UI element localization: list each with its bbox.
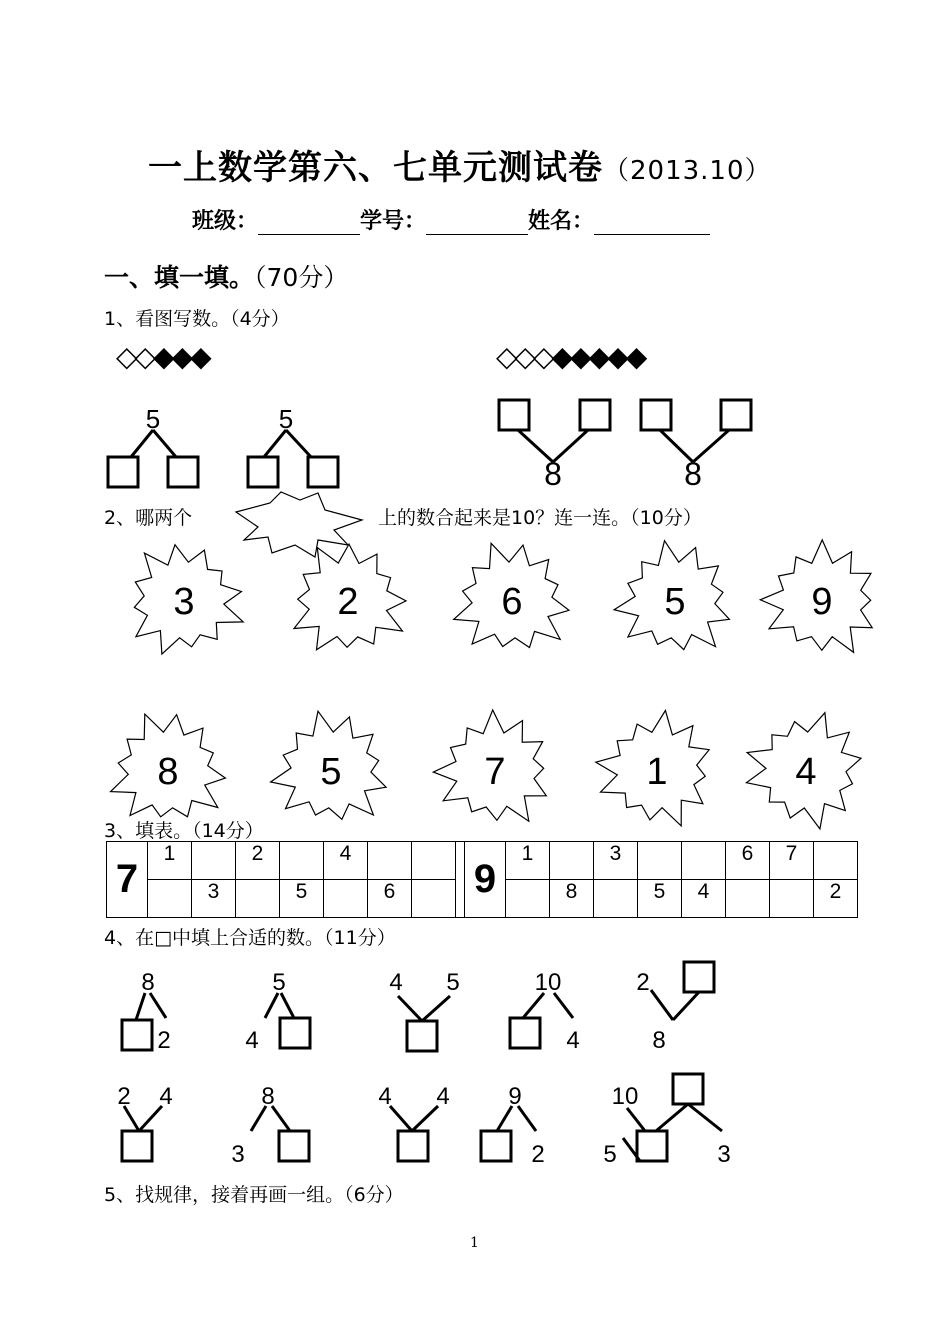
section1-points: （70分） (254, 263, 349, 292)
q4-r1-1-top: 8 (141, 969, 155, 996)
answer-box[interactable] (122, 1131, 152, 1161)
q3-fill-table (106, 841, 858, 918)
cell[interactable]: 5 (638, 880, 682, 918)
q2-inline-star-icon (236, 492, 362, 557)
q2-stars-bottom (111, 710, 861, 829)
q4-r2-2-left: 3 (231, 1141, 245, 1168)
q4-label: 4、在□中填上合适的数。（11分） (104, 927, 396, 949)
q3-label: 3、填表。（14分） (104, 820, 264, 842)
star-number: 2 (337, 581, 359, 623)
cell[interactable]: 3 (192, 880, 236, 918)
q1-total-2: 5 (278, 404, 294, 434)
star-number: 9 (811, 581, 833, 623)
answer-box[interactable] (122, 1020, 152, 1050)
q4-r2-4-top: 9 (508, 1083, 522, 1110)
cell[interactable]: 2 (814, 880, 858, 918)
q4-r2-4-right: 2 (531, 1141, 545, 1168)
q4-r1-3-top-right: 5 (446, 969, 460, 996)
q1-total-3: 8 (544, 456, 562, 492)
answer-box[interactable] (580, 400, 610, 430)
star-number: 1 (646, 751, 668, 793)
q4-r2-2-top: 8 (261, 1083, 275, 1110)
q2-stars-top (134, 540, 872, 654)
name-label: 姓名： (528, 209, 595, 234)
q4-r2-5-top-left: 10 (611, 1083, 639, 1110)
q4-r1-4-right: 4 (566, 1027, 580, 1054)
q2-label-before: 2、哪两个 (104, 507, 193, 529)
cell[interactable]: 7 (770, 842, 814, 880)
answer-box[interactable] (108, 457, 138, 487)
answer-box[interactable] (168, 457, 198, 487)
section1-title: 一、填一填。 (104, 263, 255, 292)
cell[interactable]: 8 (550, 880, 594, 918)
answer-box[interactable] (637, 1131, 667, 1161)
answer-box[interactable] (279, 1131, 309, 1161)
answer-box[interactable] (684, 962, 714, 992)
table-gap (456, 842, 465, 918)
q1-combine-1 (499, 400, 610, 462)
q4-r2-3-top-left: 4 (378, 1083, 392, 1110)
q4-r1-2-left: 4 (245, 1027, 259, 1054)
answer-box[interactable] (673, 1074, 703, 1104)
star-number: 6 (501, 581, 523, 623)
cell[interactable] (726, 880, 770, 918)
cell[interactable]: 5 (280, 880, 324, 918)
q4-r1-4-top: 10 (534, 969, 562, 996)
cell[interactable]: 4 (682, 880, 726, 918)
title-date: （2013.10） (603, 156, 772, 186)
q4-r2-5-left: 5 (603, 1141, 617, 1168)
star-number: 5 (320, 751, 342, 793)
title-text: 一上数学第六、七单元测试卷 (148, 148, 603, 188)
answer-box[interactable] (398, 1131, 428, 1161)
star-number: 4 (795, 751, 817, 793)
answer-box[interactable] (499, 400, 529, 430)
q4-r2-5-right: 3 (717, 1141, 731, 1168)
q1-split-1 (108, 430, 198, 487)
cell[interactable] (682, 842, 726, 880)
cell[interactable] (280, 842, 324, 880)
cell[interactable] (594, 880, 638, 918)
q1-label: 1、看图写数。（4分） (104, 308, 290, 330)
cell[interactable] (148, 880, 192, 918)
cell[interactable] (324, 880, 368, 918)
q4-r2-1-top-left: 2 (117, 1083, 131, 1110)
cell[interactable] (770, 880, 814, 918)
cell[interactable] (638, 842, 682, 880)
star-number: 8 (157, 751, 179, 793)
cell[interactable] (550, 842, 594, 880)
cell[interactable]: 6 (726, 842, 770, 880)
q4-r1-3-top-left: 4 (389, 969, 403, 996)
cell[interactable]: 1 (506, 842, 550, 880)
number-label: 学号： (360, 209, 427, 234)
q1-diamonds-left: ◇◇◆◆◆ (116, 340, 209, 373)
cell[interactable] (814, 842, 858, 880)
q4-r2-1-top-right: 4 (159, 1083, 173, 1110)
q1-diamonds-right: ◇◇◇◆◆◆◆◆ (496, 340, 645, 373)
cell[interactable]: 3 (594, 842, 638, 880)
answer-box[interactable] (721, 400, 751, 430)
cell[interactable] (506, 880, 550, 918)
cell[interactable] (236, 880, 280, 918)
answer-box[interactable] (407, 1021, 437, 1051)
q3-left-total: 7 (107, 842, 148, 918)
cell[interactable]: 2 (236, 842, 280, 880)
page-number: 1 (470, 1235, 479, 1251)
cell[interactable]: 4 (324, 842, 368, 880)
star-number: 3 (173, 581, 195, 623)
cell[interactable] (412, 842, 456, 880)
q3-right-total: 9 (465, 842, 506, 918)
q4-r1-1-right: 2 (157, 1027, 171, 1054)
star-number: 5 (664, 581, 686, 623)
cell[interactable]: 6 (368, 880, 412, 918)
answer-box[interactable] (308, 457, 338, 487)
cell[interactable] (368, 842, 412, 880)
q4-r2-3-top-right: 4 (436, 1083, 450, 1110)
cell[interactable] (412, 880, 456, 918)
q4-r1-5-bottom: 8 (652, 1027, 666, 1054)
q4-r1-5-top-left: 2 (636, 969, 650, 996)
answer-box[interactable] (641, 400, 671, 430)
q5-label: 5、找规律，接着再画一组。（6分） (104, 1184, 404, 1206)
class-label: 班级： (192, 209, 259, 234)
answer-box[interactable] (248, 457, 278, 487)
answer-box[interactable] (280, 1018, 310, 1048)
star-number: 7 (484, 751, 506, 793)
cell[interactable]: 1 (148, 842, 192, 880)
answer-box[interactable] (481, 1131, 511, 1161)
q2-label-after: 上的数合起来是10？连一连。（10分） (378, 507, 702, 529)
cell[interactable] (192, 842, 236, 880)
answer-box[interactable] (510, 1018, 540, 1048)
q1-combine-2 (641, 400, 751, 462)
q1-total-4: 8 (684, 456, 702, 492)
q4-r1-2-top: 5 (272, 969, 286, 996)
q1-total-1: 5 (145, 404, 161, 434)
q1-split-2 (248, 430, 338, 487)
